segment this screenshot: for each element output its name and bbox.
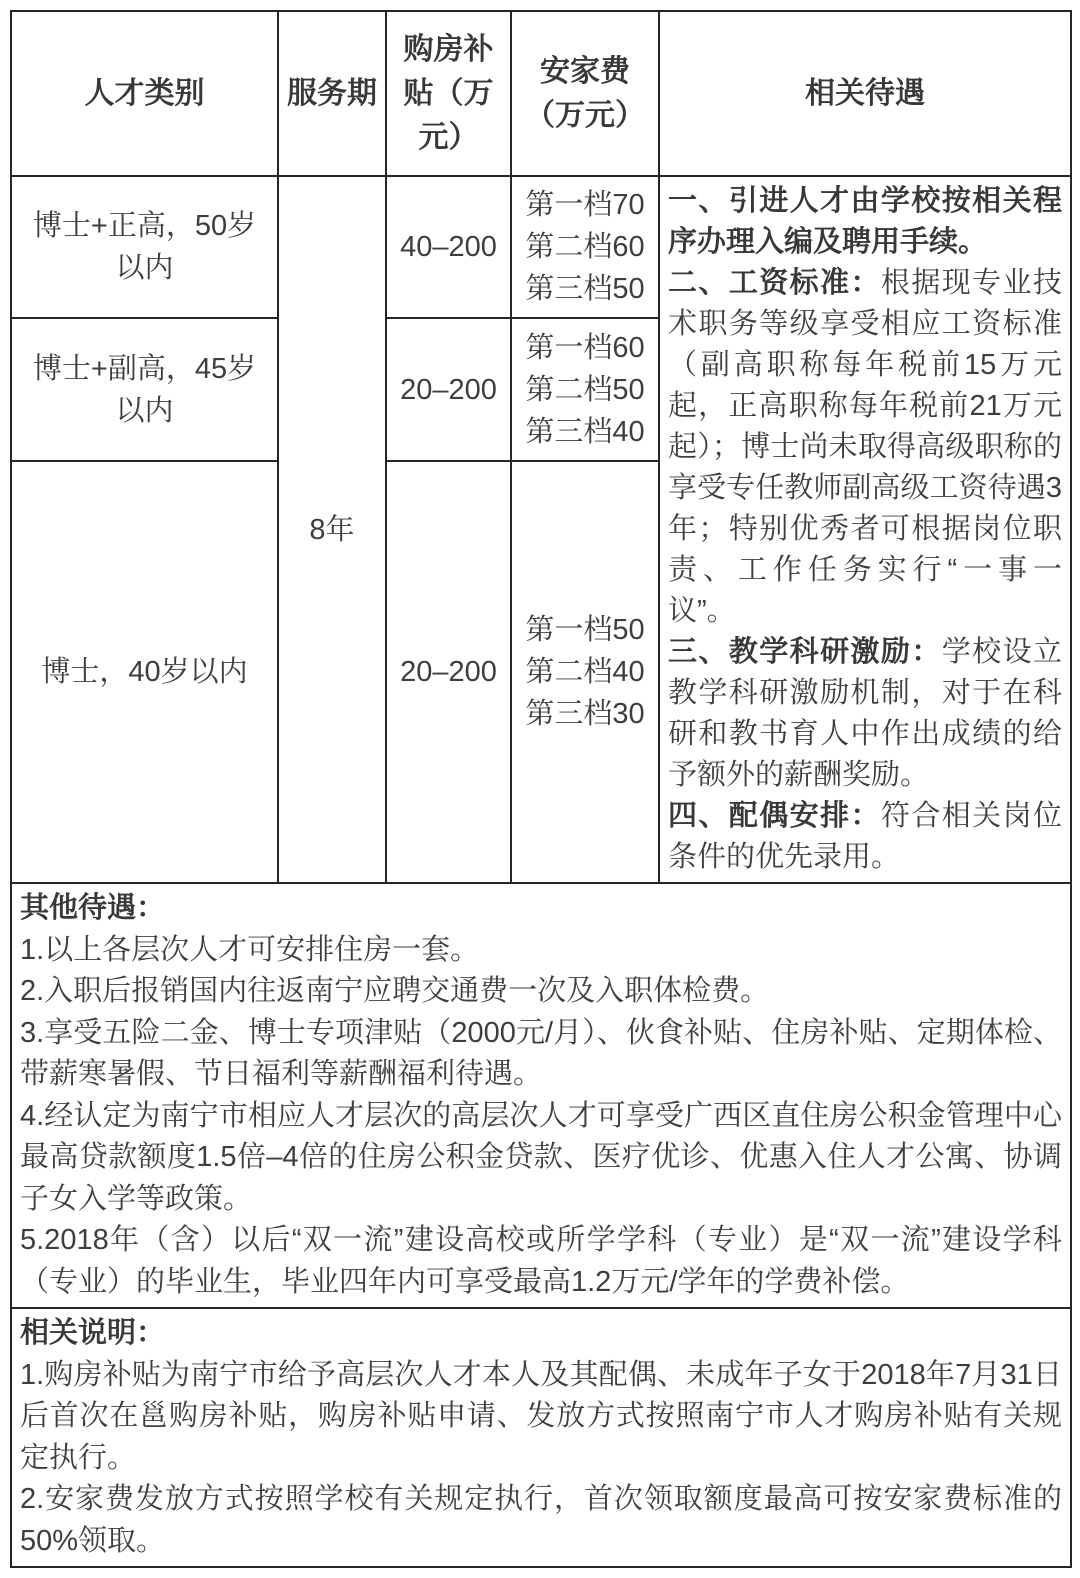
other-benefit-line: 4.经认定为南宁市相应人才层次的高层次人才可享受广西区直住房公积金管理中心最高贷款额度1.5倍–4倍的住房公积金贷款、医疗优诊、优惠入住人才公寓、协调子女入学等政策。 [20, 1099, 1062, 1215]
table-header-row [11, 11, 1071, 176]
tier-line: 第一档60 [525, 331, 645, 364]
other-benefit-line: 2.入职后报销国内往返南宁应聘交通费一次及入职体检费。 [20, 975, 770, 1007]
notes-row [11, 1308, 1071, 1567]
settling-fee-cell [511, 318, 659, 460]
tier-line: 第二档50 [525, 373, 645, 406]
benefit-item-body: 学校设立教学科研激励机制，对于在科研和教书育人中作出成绩的给予额外的薪酬奖励。 [668, 636, 1062, 791]
benefit-item [668, 796, 1062, 878]
other-benefits-heading: 其他待遇： [20, 892, 166, 924]
tier-line: 第二档40 [525, 655, 645, 688]
note-line: 1.购房补贴为南宁市给予高层次人才本人及其配偶、未成年子女于2018年7月31日后首次在邕购房补贴，购房补贴申请、发放方式按照南宁市人才购房补贴有关规定执行。 [20, 1358, 1062, 1474]
benefit-item-lead: 一、引进人才由学校按相关程序办理入编及聘用手续。 [668, 185, 1062, 258]
settling-fee-cell [511, 176, 659, 318]
benefit-item [668, 263, 1062, 632]
tier-line: 第一档70 [525, 189, 645, 222]
note-line: 2.安家费发放方式按照学校有关规定执行，首次领取额度最高可按安家费标准的50%领取。 [20, 1483, 1062, 1557]
benefit-item [668, 632, 1062, 796]
header-cell-service-period: 服务期 [278, 11, 386, 176]
settling-fee-cell [511, 461, 659, 883]
tier-line: 第三档30 [525, 697, 645, 730]
benefit-item-lead: 三、教学科研激励： [668, 636, 942, 668]
other-benefits-section [11, 883, 1071, 1308]
benefit-item [668, 181, 1062, 263]
service-period-cell: 8年 [278, 176, 386, 883]
housing-subsidy-cell: 20–200 [386, 461, 511, 883]
housing-subsidy-cell: 40–200 [386, 176, 511, 318]
other-benefit-line: 1.以上各层次人才可安排住房一套。 [20, 933, 480, 966]
housing-subsidy-cell: 20–200 [386, 318, 511, 460]
notes-section [11, 1308, 1071, 1567]
benefits-cell [659, 176, 1071, 883]
header-cell-benefits: 相关待遇 [659, 11, 1071, 176]
tier-line: 第一档50 [525, 613, 645, 646]
header-cell-settling-fee: 安家费（万元） [511, 11, 659, 176]
header-cell-category: 人才类别 [11, 11, 278, 176]
category-cell: 博士+正高，50岁以内 [11, 176, 278, 318]
benefit-item-lead: 四、配偶安排： [668, 800, 881, 832]
benefit-item-body: 符合相关岗位条件的优先录用。 [668, 800, 1062, 873]
benefit-item-lead: 二、工资标准： [668, 267, 881, 299]
category-cell: 博士，40岁以内 [11, 461, 278, 883]
benefit-item-body: 根据现专业技术职务等级享受相应工资标准（副高职称每年税前15万元起，正高职称每年税前21万元起）；博士尚未取得高级职称的享受专任教师副高级工资待遇3年；特别优秀者可根据岗位职责、工作任务实行“一事一议”。 [668, 267, 1062, 627]
talent-benefits-table [10, 10, 1072, 1568]
tier-line: 第二档60 [525, 231, 645, 264]
notes-heading: 相关说明： [20, 1317, 166, 1349]
category-cell: 博士+副高，45岁以内 [11, 318, 278, 460]
tier-line: 第三档50 [525, 273, 645, 306]
header-cell-housing-subsidy: 购房补贴（万元） [386, 11, 511, 176]
tier-line: 第三档40 [525, 415, 645, 448]
table-row [11, 176, 1071, 318]
other-benefit-line: 3.享受五险二金、博士专项津贴（2000元/月）、伙食补贴、住房补贴、定期体检、带薪寒暑假、节日福利等薪酬福利待遇。 [20, 1016, 1062, 1090]
other-benefit-line: 5.2018年（含）以后“双一流”建设高校或所学学科（专业）是“双一流”建设学科（专业）的毕业生，毕业四年内可享受最高1.2万元/学年的学费补偿。 [20, 1224, 1062, 1298]
other-benefits-row [11, 883, 1071, 1308]
